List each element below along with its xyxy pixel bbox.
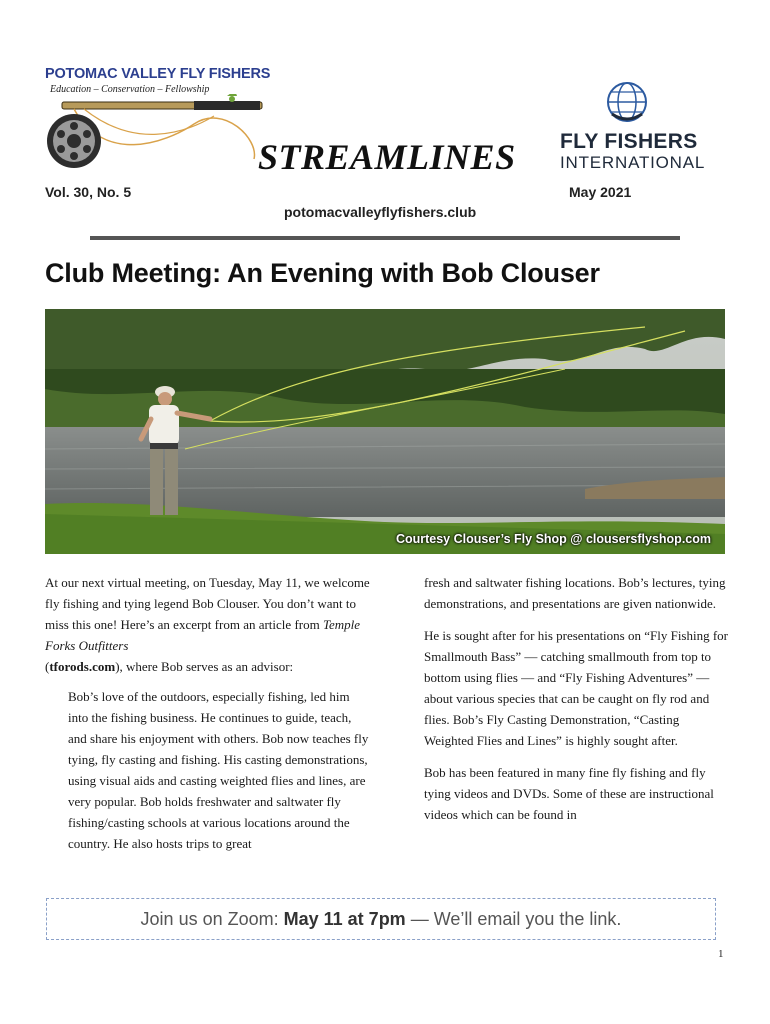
fly-icon bbox=[229, 96, 235, 102]
fly-reel-icon bbox=[45, 112, 103, 170]
issue-date: May 2021 bbox=[569, 184, 632, 200]
club-tagline: Education – Conservation – Fellowship bbox=[50, 84, 210, 95]
quote-text: Bob’s love of the outdoors, especially fishing, led him into the fishing business. He continues to guide, teach, and share his enjoyment with others. Bob now teaches fly tying, fly casting and fishing. His casting demonstrations, using visual aids and casting weighted flies and lines, are very popular. Bob holds freshwater and saltwater fly fishing/casting schools at various locations around the country. He also hosts trips to great bbox=[68, 689, 369, 851]
fly-fishing-photo bbox=[45, 309, 725, 554]
source-link[interactable]: tforods.com bbox=[49, 659, 116, 674]
quoted-excerpt bbox=[68, 686, 373, 854]
right-paragraph-1: fresh and saltwater fishing locations. Bob’s lectures, tying demonstrations, and presentations are given nationwide. bbox=[424, 575, 726, 611]
zoom-prefix: Join us on Zoom: bbox=[140, 909, 284, 929]
right-column bbox=[424, 572, 729, 825]
zoom-banner bbox=[46, 898, 716, 940]
right-paragraph-2: He is sought after for his presentations on “Fly Fishing for Smallmouth Bass” — catching smallmouth from top to bottom using flies — and “Fly Fishing Adventures” — about various species that can be caught on fly rod and flies. Bob’s Fly Casting Demonstration, “Casting Weighted Flies and Lines” is highly sought after. bbox=[424, 628, 729, 748]
partner-name: FLY FISHERS bbox=[560, 130, 698, 153]
club-name: POTOMAC VALLEY FLY FISHERS bbox=[45, 66, 271, 82]
right-paragraph-3: Bob has been featured in many fine fly fishing and fly tying videos and DVDs. Some of these are instructional videos which can be found in bbox=[424, 765, 714, 822]
website-link[interactable]: potomacvalleyflyfishers.club bbox=[284, 204, 477, 220]
zoom-date-time: May 11 at 7pm bbox=[283, 909, 406, 929]
intro-text-start: At our next virtual meeting, on Tuesday, May 11, we welcome fly fishing and tying legend Bob Clouser. You don’t want to miss this one! Here’s an excerpt from an article from bbox=[45, 575, 370, 632]
source-name: Temple Forks Outfitters bbox=[45, 617, 361, 653]
volume-number: Vol. 30, No. 5 bbox=[45, 184, 132, 200]
page-number: 1 bbox=[718, 948, 724, 960]
intro-paragraph: At our next virtual meeting, on Tuesday, May 11, we welcome fly fishing and tying legend Bob Clouser. You don’t want to miss this one! Here’s an excerpt from an article from Temple Forks Outfitters (tforods.com), where Bob serves as an advisor: bbox=[45, 575, 370, 674]
article-photo bbox=[45, 309, 725, 554]
newsletter-title: STREAMLINES bbox=[258, 137, 516, 177]
photo-caption: Courtesy Clouser’s Fly Shop @ clousersflyshop.com bbox=[395, 532, 711, 546]
globe-icon bbox=[598, 80, 656, 130]
zoom-suffix: — We’ll email you the link. bbox=[405, 909, 622, 929]
article-headline: Club Meeting: An Evening with Bob Clouser bbox=[45, 258, 600, 288]
intro-text-end: ), where Bob serves as an advisor: bbox=[115, 659, 294, 674]
partner-subtitle: INTERNATIONAL bbox=[560, 153, 706, 172]
header-divider bbox=[90, 236, 680, 240]
